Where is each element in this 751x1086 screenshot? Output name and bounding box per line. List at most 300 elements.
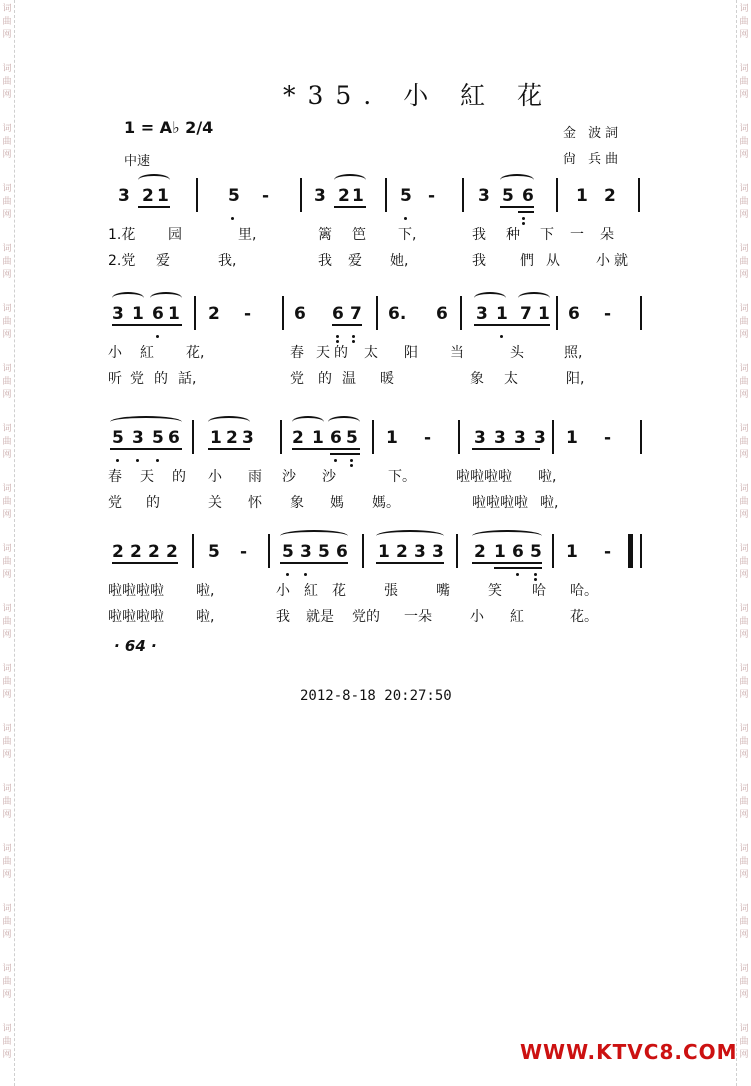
lyricist-credit: 金 波詞: [563, 126, 623, 141]
note: 5: [530, 542, 542, 562]
watermark-char: 曲: [739, 977, 749, 987]
barline: [376, 296, 378, 330]
octave-dot: [500, 335, 503, 338]
watermark-char: 词: [2, 64, 12, 74]
barline: [556, 296, 558, 330]
barline: [194, 296, 196, 330]
watermark-char: 词: [2, 664, 12, 674]
watermark-char: 曲: [739, 617, 749, 627]
watermark-char: 网: [2, 630, 12, 640]
lyric-text: 花: [332, 583, 346, 599]
watermark-char: 网: [2, 390, 12, 400]
barline: [640, 296, 642, 330]
note: 2: [474, 542, 486, 562]
slur-mark: [518, 292, 550, 304]
beam-underline: [138, 206, 170, 208]
beam-underline: [472, 448, 540, 450]
lyric-text: 她,: [390, 253, 409, 269]
barline: [462, 178, 464, 212]
slur-mark: [376, 530, 444, 542]
lyric-text: 一: [570, 227, 584, 243]
slur-mark: [472, 530, 542, 542]
lyric-text: 党的: [352, 609, 380, 625]
key-signature: 1 = A♭ 2/4: [124, 118, 214, 137]
octave-dot: [156, 459, 159, 462]
barline: [196, 178, 198, 212]
lyric-text: 听: [108, 371, 122, 387]
lyric-text: 当: [450, 345, 464, 361]
octave-dot: [336, 335, 339, 338]
watermark-char: 网: [739, 30, 749, 40]
lyric-text: 太: [364, 345, 378, 361]
lyric-text: 太: [504, 371, 518, 387]
barline: [552, 534, 554, 568]
watermark-char: 曲: [739, 437, 749, 447]
note: 7: [350, 304, 362, 324]
octave-dot: [231, 217, 234, 220]
barline: [300, 178, 302, 212]
note: 3: [476, 304, 488, 324]
note: 5: [400, 186, 412, 206]
beam-underline: [112, 324, 182, 326]
note: 2: [142, 186, 154, 206]
octave-dot: [352, 335, 355, 338]
note: 2: [208, 304, 220, 324]
watermark-char: 网: [739, 270, 749, 280]
slur-mark: [334, 174, 366, 186]
watermark-char: 网: [739, 150, 749, 160]
watermark-char: 曲: [739, 557, 749, 567]
beam-underline: [474, 324, 550, 326]
lyric-text: 春: [290, 345, 304, 361]
watermark-char: 网: [739, 870, 749, 880]
barline: [192, 534, 194, 568]
lyric-text: 啦啦啦啦: [472, 495, 528, 511]
barline: [638, 178, 640, 212]
octave-dot: [522, 217, 525, 220]
lyric-text: 象: [290, 495, 304, 511]
watermark-char: 网: [2, 510, 12, 520]
lyric-text: 的: [172, 469, 186, 485]
lyric-text: 小: [596, 253, 610, 269]
lyric-text: 紅: [510, 609, 524, 625]
watermark-char: 曲: [2, 257, 12, 267]
octave-dot: [534, 573, 537, 576]
note: -: [244, 304, 252, 324]
lyric-text: 花,: [186, 345, 205, 361]
watermark-char: 曲: [739, 797, 749, 807]
page-number: · 64 ·: [114, 637, 157, 655]
lyric-text: 的: [334, 345, 348, 361]
beam-underline: [376, 562, 444, 564]
barline: [362, 534, 364, 568]
watermark-char: 词: [2, 4, 12, 14]
note: 5: [502, 186, 514, 206]
watermark-char: 曲: [2, 497, 12, 507]
watermark-char: 网: [2, 690, 12, 700]
lyric-text: 下,: [398, 227, 417, 243]
watermark-char: 词: [2, 364, 12, 374]
lyric-text: 温: [342, 371, 356, 387]
barline: [458, 420, 460, 454]
beam-underline: [472, 562, 542, 564]
watermark-char: 词: [2, 124, 12, 134]
note: 2: [338, 186, 350, 206]
lyric-text: 的: [318, 371, 332, 387]
watermark-char: 网: [739, 510, 749, 520]
watermark-char: 曲: [2, 917, 12, 927]
lyric-text: 篱: [318, 227, 332, 243]
beam-underline: [110, 448, 182, 450]
watermark-char: 词: [739, 904, 749, 914]
barline: [460, 296, 462, 330]
lyric-text: 我,: [218, 253, 237, 269]
watermark-char: 词: [739, 844, 749, 854]
watermark-char: 词: [2, 304, 12, 314]
note: 6: [330, 428, 342, 448]
watermark-char: 词: [739, 964, 749, 974]
watermark-char: 曲: [2, 377, 12, 387]
watermark-char: 词: [2, 724, 12, 734]
lyric-text: 小: [208, 469, 222, 485]
slur-mark: [112, 292, 144, 304]
lyric-text: 我: [472, 227, 486, 243]
note: 2: [130, 542, 142, 562]
watermark-char: 网: [739, 750, 749, 760]
watermark-char: 网: [739, 450, 749, 460]
note: 5: [318, 542, 330, 562]
final-barline: [628, 534, 633, 568]
watermark-char: 曲: [2, 137, 12, 147]
lyric-text: 一朵: [404, 609, 432, 625]
watermark-char: 词: [739, 604, 749, 614]
watermark-char: 词: [739, 424, 749, 434]
song-title: *35. 小 紅 花: [283, 81, 555, 110]
note: 1: [566, 428, 578, 448]
note: 3: [300, 542, 312, 562]
note: 3: [112, 304, 124, 324]
watermark-char: 词: [2, 1024, 12, 1034]
slur-mark: [208, 416, 250, 428]
note: 3: [474, 428, 486, 448]
slur-mark: [292, 416, 324, 428]
watermark-char: 词: [739, 64, 749, 74]
lyric-text: 啦,: [538, 469, 557, 485]
watermark-char: 曲: [2, 437, 12, 447]
lyric-text: 怀: [248, 495, 262, 511]
watermark-char: 网: [739, 630, 749, 640]
lyric-text: 嘴: [436, 583, 450, 599]
lyric-text: 的: [154, 371, 168, 387]
note: -: [262, 186, 270, 206]
watermark-char: 网: [2, 90, 12, 100]
octave-dot: [516, 573, 519, 576]
composer-credit: 尙 兵曲: [563, 152, 623, 167]
watermark-char: 网: [2, 870, 12, 880]
lyric-text: 笑: [488, 583, 502, 599]
lyric-text: 党: [108, 495, 122, 511]
watermark-char: 网: [739, 990, 749, 1000]
watermark-char: 词: [2, 844, 12, 854]
note: 5: [228, 186, 240, 206]
note: -: [428, 186, 436, 206]
lyric-text: 我: [276, 609, 290, 625]
note: 5: [152, 428, 164, 448]
watermark-char: 曲: [2, 737, 12, 747]
note: 2: [148, 542, 160, 562]
note: 6: [336, 542, 348, 562]
note: 7: [520, 304, 532, 324]
note: 2: [166, 542, 178, 562]
watermark-char: 曲: [739, 77, 749, 87]
watermark-char: 词: [2, 604, 12, 614]
lyric-text: 关: [208, 495, 222, 511]
watermark-char: 词: [739, 244, 749, 254]
beam-underline: [330, 453, 360, 455]
watermark-char: 词: [739, 724, 749, 734]
beam-underline: [208, 448, 250, 450]
tempo-marking: 中速: [124, 154, 151, 169]
barline: [456, 534, 458, 568]
watermark-char: 词: [2, 964, 12, 974]
barline: [268, 534, 270, 568]
note: 1: [157, 186, 169, 206]
lyric-text: 小: [108, 345, 122, 361]
watermark-char: 曲: [2, 317, 12, 327]
lyric-text: 笆: [352, 227, 366, 243]
note: 3: [478, 186, 490, 206]
watermark-char: 词: [2, 244, 12, 254]
note: 1: [132, 304, 144, 324]
note: 5: [112, 428, 124, 448]
lyric-text: 媽。: [372, 495, 400, 511]
score-row: [0, 186, 751, 269]
watermark-char: 词: [2, 544, 12, 554]
lyric-text: 下: [540, 227, 554, 243]
note: 1: [566, 542, 578, 562]
watermark-char: 曲: [739, 197, 749, 207]
note: 3: [242, 428, 254, 448]
octave-dot: [156, 335, 159, 338]
lyric-text: 哈。: [570, 583, 598, 599]
watermark-char: 网: [2, 450, 12, 460]
beam-underline: [518, 211, 534, 213]
watermark-char: 曲: [739, 17, 749, 27]
barline: [640, 420, 642, 454]
note: 5: [208, 542, 220, 562]
lyric-text: 我: [318, 253, 332, 269]
lyric-text: 話,: [178, 371, 197, 387]
watermark-char: 网: [739, 390, 749, 400]
watermark-char: 曲: [2, 977, 12, 987]
watermark-char: 词: [2, 424, 12, 434]
octave-dot: [286, 573, 289, 576]
watermark-char: 曲: [739, 257, 749, 267]
barline: [556, 178, 558, 212]
watermark-char: 词: [739, 364, 749, 374]
lyric-text: 雨: [248, 469, 262, 485]
beam-underline: [332, 324, 362, 326]
lyric-text: 們: [520, 253, 534, 269]
note: 1: [168, 304, 180, 324]
lyric-text: 党: [130, 371, 144, 387]
note: 6.: [388, 304, 407, 324]
watermark-char: 曲: [739, 1037, 749, 1047]
octave-dot: [116, 459, 119, 462]
barline: [552, 420, 554, 454]
note: 6: [522, 186, 534, 206]
note: -: [240, 542, 248, 562]
lyric-text: 啦,: [196, 609, 215, 625]
slur-mark: [328, 416, 360, 428]
lyric-text: 种: [506, 227, 520, 243]
lyric-text: 1.花: [108, 227, 136, 243]
watermark-char: 曲: [2, 197, 12, 207]
watermark-char: 曲: [2, 1037, 12, 1047]
slur-mark: [500, 174, 534, 186]
lyric-text: 的: [146, 495, 160, 511]
beam-underline: [334, 206, 366, 208]
lyric-text: 啦啦啦啦: [456, 469, 512, 485]
lyric-text: 哈: [532, 583, 546, 599]
lyric-text: 里,: [238, 227, 257, 243]
watermark-char: 网: [2, 990, 12, 1000]
lyric-text: 园: [168, 227, 182, 243]
watermark-char: 词: [739, 184, 749, 194]
note: 3: [534, 428, 546, 448]
lyric-text: 头: [510, 345, 524, 361]
note: -: [604, 428, 612, 448]
note: 1: [210, 428, 222, 448]
lyric-text: 紅: [304, 583, 318, 599]
note: -: [424, 428, 432, 448]
score-row: [0, 542, 751, 625]
note: 1: [538, 304, 550, 324]
octave-dot: [334, 459, 337, 462]
lyric-text: 我: [472, 253, 486, 269]
watermark-char: 网: [2, 210, 12, 220]
watermark-char: 网: [739, 690, 749, 700]
note: -: [604, 304, 612, 324]
beam-underline: [494, 567, 542, 569]
watermark-char: 网: [739, 810, 749, 820]
lyric-text: 暖: [380, 371, 394, 387]
octave-dot: [350, 464, 353, 467]
note: 1: [378, 542, 390, 562]
watermark-char: 曲: [2, 17, 12, 27]
lyric-text: 啦,: [540, 495, 559, 511]
watermark-char: 网: [2, 1050, 12, 1060]
watermark-char: 曲: [739, 377, 749, 387]
octave-dot: [350, 459, 353, 462]
beam-underline: [500, 206, 534, 208]
watermark-char: 网: [739, 930, 749, 940]
lyric-text: 象: [470, 371, 484, 387]
watermark-char: 网: [739, 330, 749, 340]
lyric-text: 就: [614, 253, 628, 269]
lyric-text: 爱: [348, 253, 362, 269]
octave-dot: [352, 340, 355, 343]
watermark-char: 词: [2, 904, 12, 914]
note: 3: [314, 186, 326, 206]
score-row: [0, 304, 751, 387]
lyric-text: 紅: [140, 345, 154, 361]
watermark-char: 曲: [739, 917, 749, 927]
beam-underline: [280, 562, 348, 564]
watermark-char: 网: [739, 570, 749, 580]
note: -: [604, 542, 612, 562]
watermark-char: 曲: [2, 677, 12, 687]
lyric-text: 小: [276, 583, 290, 599]
barline: [192, 420, 194, 454]
watermark-char: 曲: [2, 557, 12, 567]
watermark-char: 网: [2, 330, 12, 340]
watermark-char: 网: [739, 210, 749, 220]
barline: [282, 296, 284, 330]
lyric-text: 党: [290, 371, 304, 387]
note: 1: [312, 428, 324, 448]
note: 2: [396, 542, 408, 562]
lyric-text: 阳: [404, 345, 418, 361]
octave-dot: [304, 573, 307, 576]
note: 1: [386, 428, 398, 448]
octave-dot: [136, 459, 139, 462]
lyric-text: 啦啦啦啦: [108, 609, 164, 625]
watermark-char: 词: [739, 1024, 749, 1034]
watermark-char: 曲: [739, 497, 749, 507]
slur-mark: [474, 292, 506, 304]
lyric-text: 从: [546, 253, 560, 269]
barline: [640, 534, 642, 568]
lyric-text: 春: [108, 469, 122, 485]
watermark-char: 曲: [739, 677, 749, 687]
barline: [280, 420, 282, 454]
note: 2: [112, 542, 124, 562]
watermark-char: 曲: [2, 797, 12, 807]
lyric-text: 小: [470, 609, 484, 625]
watermark-char: 网: [2, 570, 12, 580]
watermark-char: 曲: [739, 317, 749, 327]
barline: [385, 178, 387, 212]
note: 2: [226, 428, 238, 448]
note: 6: [168, 428, 180, 448]
note: 1: [352, 186, 364, 206]
note: 1: [496, 304, 508, 324]
barline: [372, 420, 374, 454]
watermark-char: 网: [2, 930, 12, 940]
octave-dot: [404, 217, 407, 220]
note: 6: [568, 304, 580, 324]
lyric-text: 沙: [282, 469, 296, 485]
note: 6: [294, 304, 306, 324]
slur-mark: [150, 292, 182, 304]
watermark-char: 网: [2, 750, 12, 760]
timestamp: 2012-8-18 20:27:50: [300, 688, 452, 704]
watermark-char: 网: [2, 810, 12, 820]
watermark-char: 词: [2, 184, 12, 194]
note: 6: [512, 542, 524, 562]
note: 2: [604, 186, 616, 206]
lyric-text: 下。: [388, 469, 416, 485]
watermark-char: 词: [739, 304, 749, 314]
watermark-char: 词: [739, 784, 749, 794]
lyric-text: 天: [316, 345, 330, 361]
lyric-text: 爱: [156, 253, 170, 269]
slur-mark: [138, 174, 170, 186]
note: 3: [414, 542, 426, 562]
note: 1: [494, 542, 506, 562]
watermark-char: 词: [2, 484, 12, 494]
